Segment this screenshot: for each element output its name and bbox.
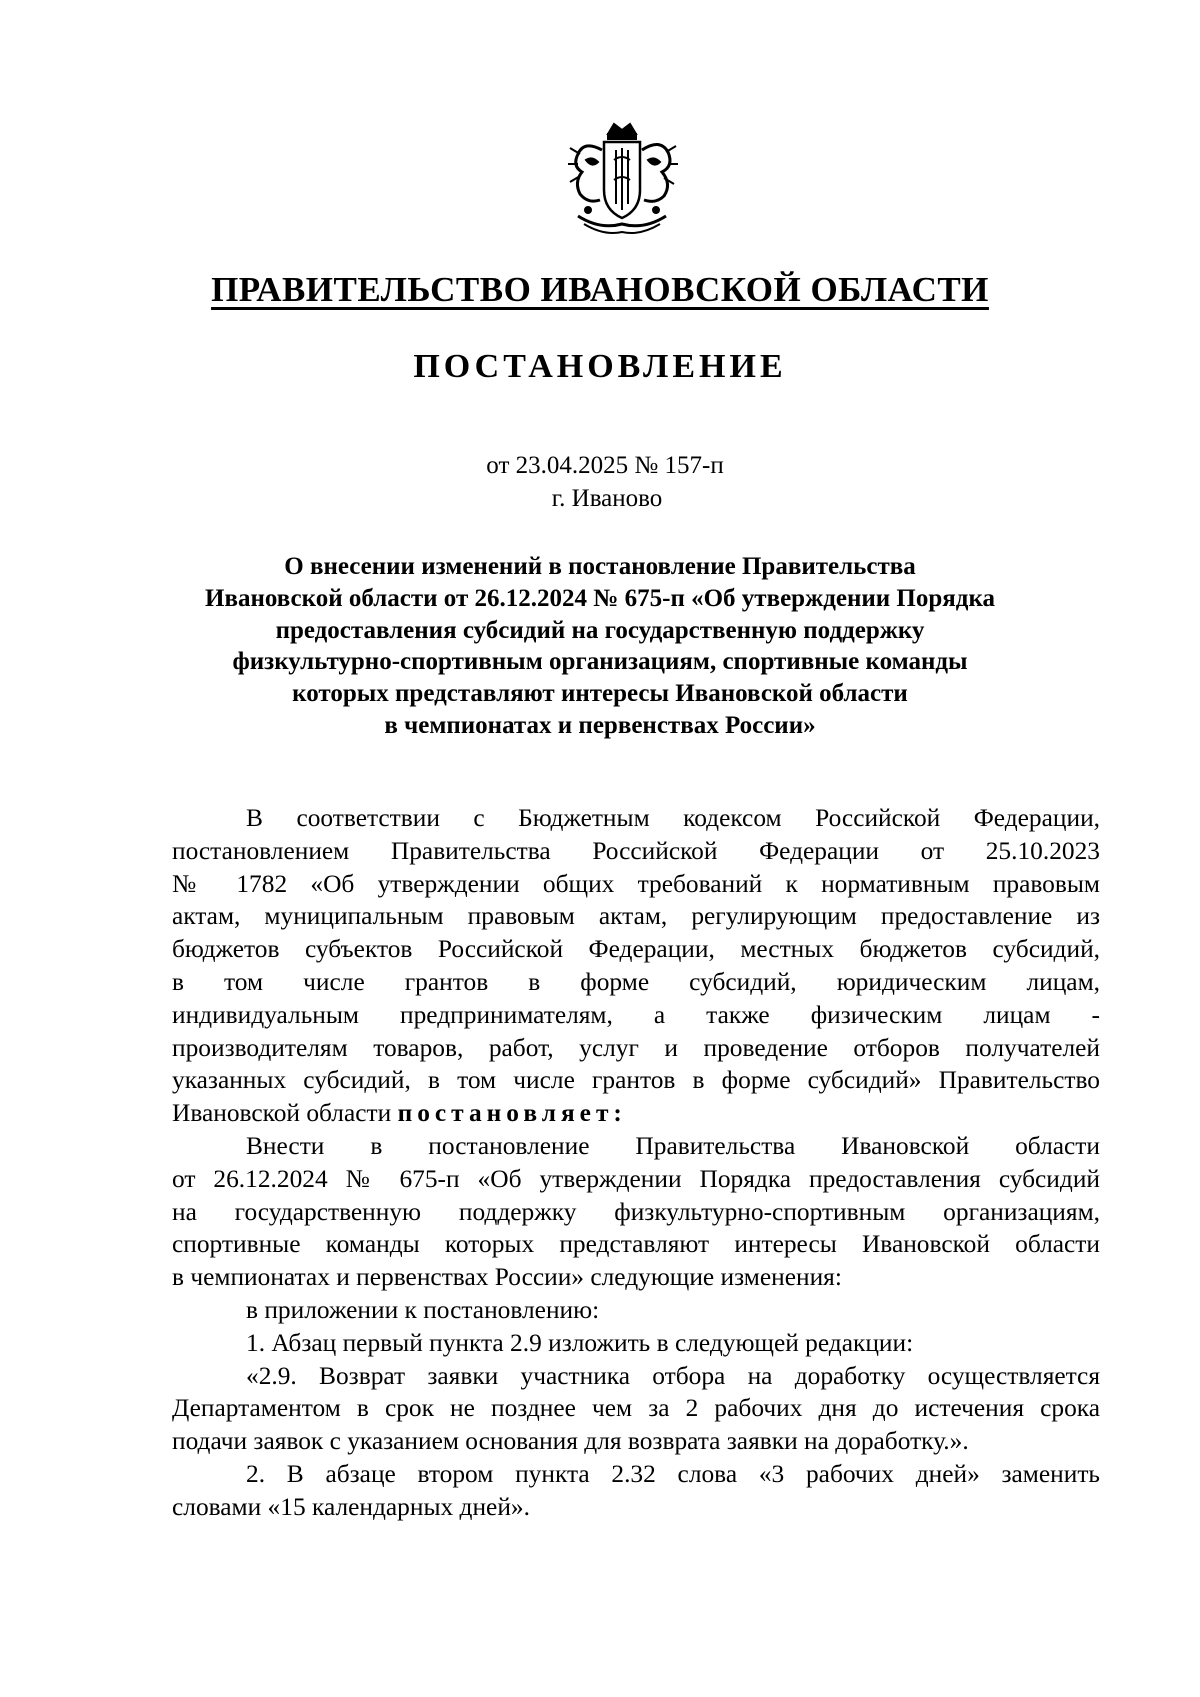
coat-of-arms-emblem [564,120,680,240]
body-line: на государственную поддержку физкультурно-спортивным организациям, [172,1197,1100,1226]
document-date-number: от 23.04.2025 № 157-п [486,452,724,479]
body-line: Внести в постановление Правительства Ивановской области [246,1131,1100,1160]
body-line: постановлением Правительства Российской Федерации от 25.10.2023 [172,836,1100,865]
subject-line: предоставления субсидий на государственную поддержку [275,616,925,644]
body-line: бюджетов субъектов Российской Федерации, местных бюджетов субсидий, [172,935,1100,964]
item-1-heading: 1. Абзац первый пункта 2.9 изложить в следующей редакции: [246,1328,914,1357]
body-line-appendix: в приложении к постановлению: [246,1295,600,1324]
body-line: указанных субсидий, в том числе грантов в форме субсидий» Правительство [172,1066,1100,1095]
body-line: производителям товаров, работ, услуг и проведение отборов получателей [172,1033,1100,1062]
preamble-end-text: Ивановской области [172,1099,398,1128]
document-body [172,802,1100,1524]
body-line: в чемпионатах и первенствах России» следующие изменения: [172,1263,842,1292]
subject-line: которых представляют интересы Ивановской области [292,680,908,708]
document-subject-title [150,551,1050,742]
subject-line: в чемпионатах и первенствах России» [384,711,816,739]
body-line-decree [172,1097,1100,1130]
government-name-heading: ПРАВИТЕЛЬСТВО ИВАНОВСКОЙ ОБЛАСТИ [211,270,989,309]
decree-word: постановляет: [397,1099,627,1128]
body-line: в том числе грантов в форме субсидий, юридическим лицам, [172,967,1100,996]
document-type-heading: ПОСТАНОВЛЕНИЕ [413,348,787,385]
subject-line: О внесении изменений в постановление Правительства [284,553,916,580]
body-line: индивидуальным предпринимателям, а также физическим лицам - [172,1000,1100,1029]
item-1-text-line: «2.9. Возврат заявки участника отбора на доработку осуществляется [246,1361,1100,1390]
item-2-line: 2. В абзаце втором пункта 2.32 слова «3 рабочих дней» заменить [246,1459,1100,1488]
body-line: от 26.12.2024 № 675-п «Об утверждении Порядка предоставления субсидий [172,1164,1100,1193]
body-line: В соответствии с Бюджетным кодексом Российской Федерации, [246,804,1100,832]
body-line: спортивные команды которых представляют интересы Ивановской области [172,1230,1100,1259]
subject-line: Ивановской области от 26.12.2024 № 675-п «Об утверждении Порядка [205,584,995,612]
item-1-text-line: подачи заявок с указанием основания для возврата заявки на доработку.». [172,1427,969,1456]
body-line: актам, муниципальным правовым актам, регулирующим предоставление из [172,902,1100,931]
item-2-line: словами «15 календарных дней». [172,1492,530,1521]
body-line: № 1782 «Об утверждении общих требований к нормативным правовым [172,869,1100,898]
subject-line: физкультурно-спортивным организациям, спортивные команды [232,648,968,676]
item-1-text-line: Департаментом в срок не позднее чем за 2 рабочих дня до истечения срока [172,1394,1100,1423]
document-city: г. Иваново [551,485,663,512]
